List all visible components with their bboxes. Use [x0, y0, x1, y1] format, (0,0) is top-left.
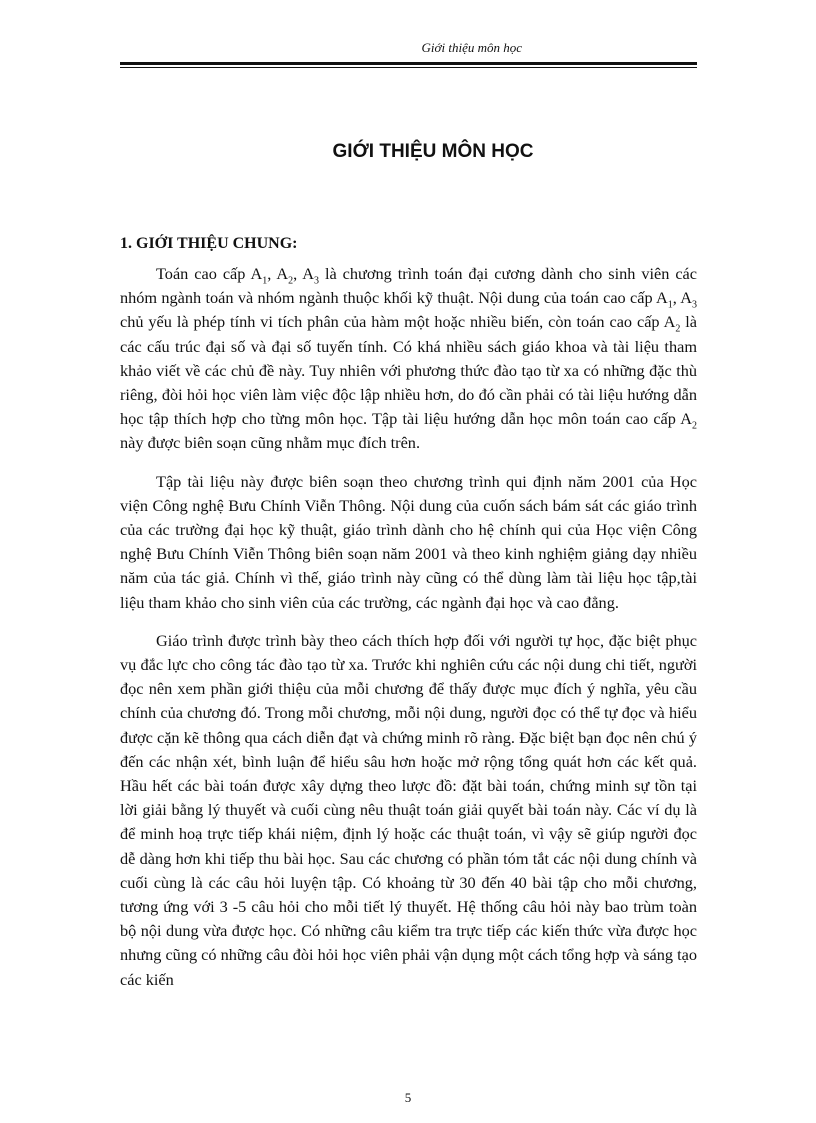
body-text [120, 262, 697, 1006]
p1-text-d: là chương trình toán đại cương dành cho sinh viên các nhóm ngành toán và nhóm ngành thuộc khối kỹ thuật. Nội dung của toán cao cấp A [120, 264, 697, 308]
p1-text-g: là các cấu trúc đại số và đại số tuyến tính. Có khá nhiều sách giáo khoa và tài liệu tham khảo viết về các chủ đề này. Tuy nhiên với phương thức đào tạo từ xa có những đặc thù riêng, đòi hỏi học viên làm việc độc lập nhiều hơn, do đó cần phải có tài liệu hướng dẫn học tập thích hợp cho từng môn học. Tập tài liệu hướng dẫn học môn toán cao cấp A [120, 312, 698, 429]
p1-text-a: Toán cao cấp A [156, 264, 263, 283]
p1-text-b: , A [267, 264, 289, 283]
subscript: 3 [692, 299, 698, 311]
subscript: 3 [314, 275, 320, 287]
subscript: 2 [675, 323, 681, 335]
subscript: 1 [667, 299, 673, 311]
header-rule-thin [120, 67, 697, 68]
header-rule-thick [120, 62, 697, 65]
p1-text-e: , A [672, 288, 693, 308]
page-number: 5 [404, 1090, 412, 1105]
paragraph-2: Tập tài liệu này được biên soạn theo chương trình qui định năm 2001 của Học viện Công nghệ Bưu Chính Viễn Thông. Nội dung của cuốn sách bám sát các giáo trình của các trường đại học kỹ thuật, giáo trình dành cho hệ chính qui của Học viện Công nghệ Bưu Chính Viễn Thông biên soạn năm 2001 và theo kinh nghiệm giảng dạy nhiều năm của tác giả. Chính vì thế, giáo trình này cũng có thể dùng làm tài liệu học tập,tài liệu tham khảo cho sinh viên của các trường, các ngành đại học và cao đẳng. [120, 471, 697, 612]
paragraph-1 [120, 262, 697, 456]
subscript: 2 [288, 275, 294, 287]
p1-text-c: , A [293, 264, 315, 283]
p1-text-f: chủ yếu là phép tính vi tích phân của hàm một hoặc nhiều biến, còn toán cao cấp A [120, 312, 676, 332]
paragraph-3: Giáo trình được trình bày theo cách thích hợp đối với người tự học, đặc biệt phục vụ đắc lực cho công tác đào tạo từ xa. Trước khi nghiên cứu các nội dung chi tiết, người đọc nên xem phần giới thiệu của mỗi chương để thấy được mục đích ý nghĩa, yêu cầu chính của chương đó. Trong mỗi chương, mỗi nội dung, người đọc có thể tự đọc và hiểu được cặn kẽ thông qua cách diễn đạt và chứng minh rõ ràng. Đặc biệt bạn đọc nên chú ý đến các nhận xét, bình luận để hiểu sâu hơn hoặc mở rộng tổng quát hơn các kết quả. Hầu hết các bài toán được xây dựng theo lược đồ: đặt bài toán, chứng minh sự tồn tại lời giải bằng lý thuyết và cuối cùng nêu thuật toán giải quyết bài toán này. Các ví dụ là để minh hoạ trực tiếp khái niệm, định lý hoặc các thuật toán, vì vậy sẽ giúp người đọc dễ dàng hơn khi tiếp thu bài học. Sau các chương có phần tóm tắt các nội dung chính và cuối cùng là các câu hỏi luyện tập. Có khoảng từ 30 đến 40 bài tập cho mỗi chương, tương ứng với 3 -5 câu hỏi cho mỗi tiết lý thuyết. Hệ thống câu hỏi này bao trùm toàn bộ nội dung vừa được học. Có những câu kiểm tra trực tiếp các kiến thức vừa được học nhưng cũng có những câu đòi hỏi học viên phải vận dụng một cách tổng hợp và sáng tạo các kiến [120, 630, 697, 989]
subscript: 2 [692, 420, 697, 432]
running-header: Giới thiệu môn học [421, 40, 522, 55]
p1-text-h: này được biên soạn cũng nhằm mục đích trên. [120, 433, 421, 453]
section-heading: 1. GIỚI THIỆU CHUNG: [120, 235, 298, 252]
subscript: 1 [262, 275, 268, 287]
chapter-title: GIỚI THIỆU MÔN HỌC [332, 141, 534, 162]
